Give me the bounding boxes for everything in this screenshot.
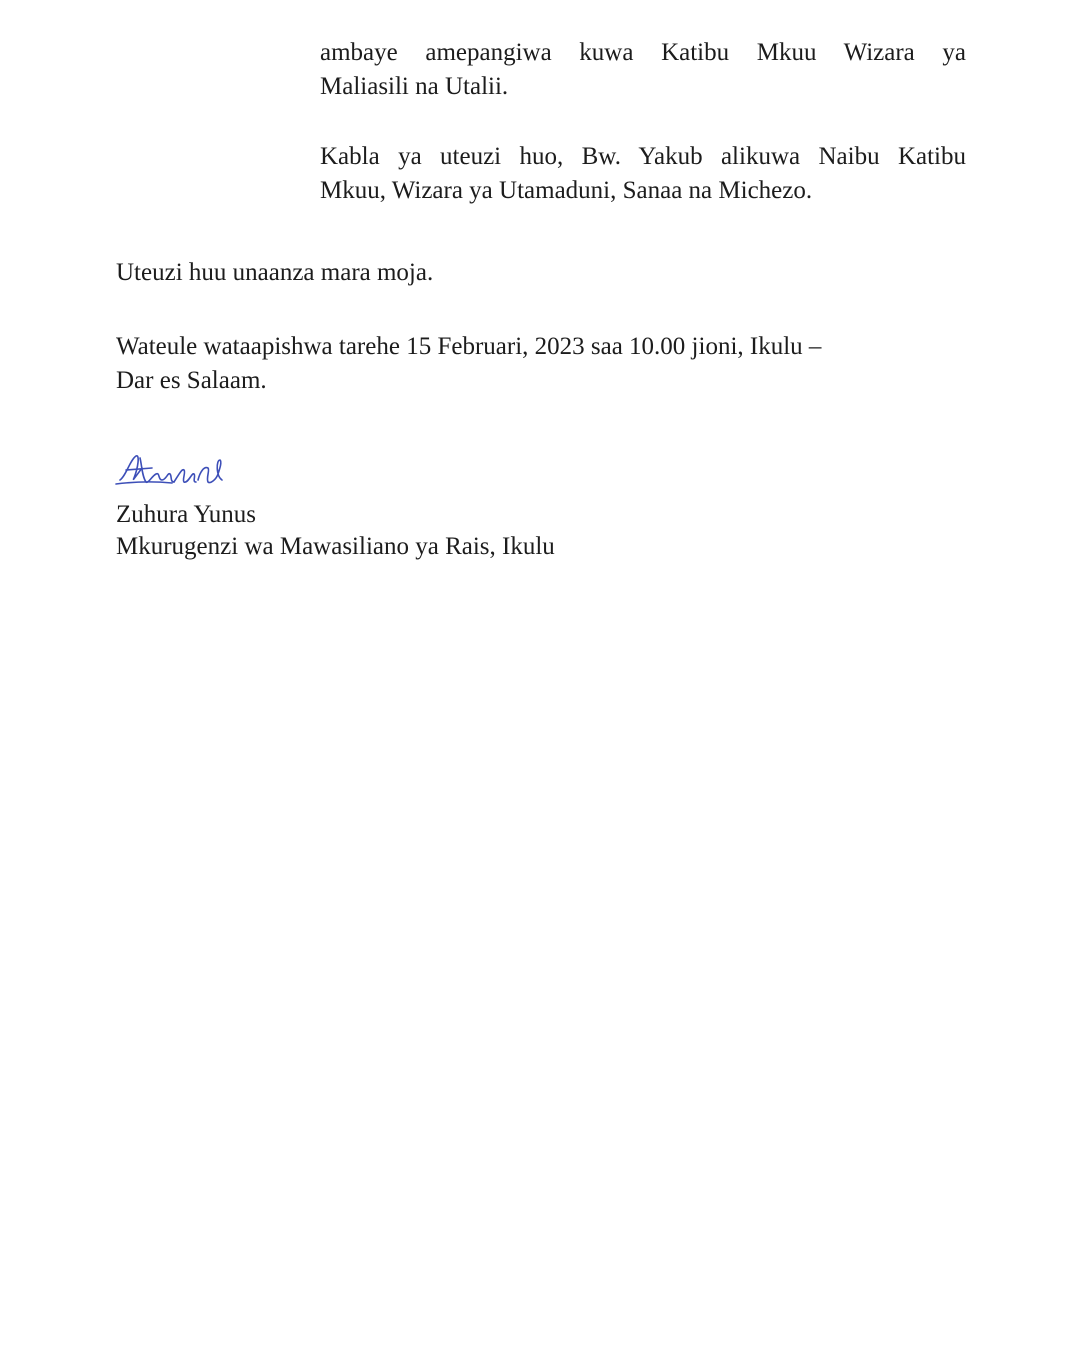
paragraph-4-line-2: Dar es Salaam. <box>116 367 267 394</box>
paragraph-1-line-2: Maliasili na Utalii. <box>320 73 509 100</box>
signature-icon <box>112 446 232 494</box>
paragraph-1-line-1: ambaye amepangiwa kuwa Katibu Mkuu Wizara ya <box>320 39 966 66</box>
paragraph-2-line-2: Mkuu, Wizara ya Utamaduni, Sanaa na Michezo. <box>320 177 813 204</box>
paragraph-2-line-1: Kabla ya uteuzi huo, Bw. Yakub alikuwa Naibu Katibu <box>320 143 966 170</box>
paragraph-appointment-continuation <box>320 36 966 104</box>
paragraph-effective-immediately <box>116 256 956 290</box>
paragraph-3-text: Uteuzi huu unaanza mara moja. <box>116 259 434 286</box>
signatory-title: Mkurugenzi wa Mawasiliano ya Rais, Ikulu <box>116 533 555 560</box>
paragraph-swearing-in <box>116 330 956 398</box>
paragraph-4-line-1: Wateule wataapishwa tarehe 15 Februari, 2023 saa 10.00 jioni, Ikulu – <box>116 333 822 360</box>
paragraph-previous-position <box>320 140 966 208</box>
signatory-name: Zuhura Yunus <box>116 501 257 528</box>
